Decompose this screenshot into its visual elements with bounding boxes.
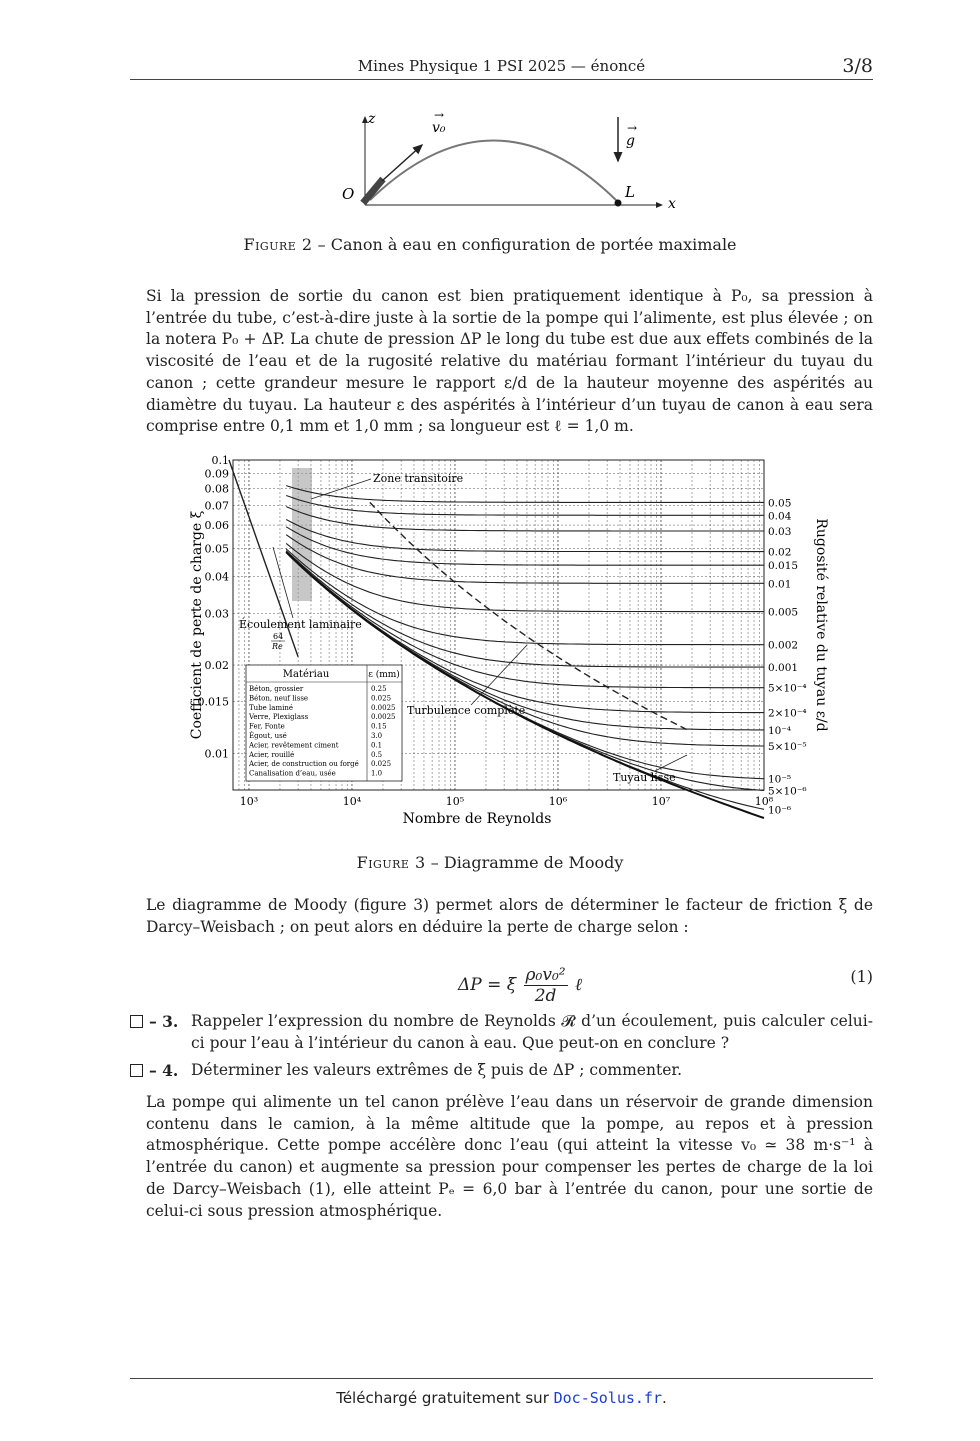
roughness-label: 0.001 <box>768 662 799 675</box>
roughness-label: 0.03 <box>768 525 792 538</box>
y-tick-label: 0.05 <box>204 542 229 556</box>
roughness-label: 0.05 <box>768 497 792 510</box>
page-footer <box>130 1378 873 1407</box>
table-material-cell: Acier, revêtement ciment <box>249 741 339 750</box>
roughness-curve <box>286 551 764 668</box>
equation-1 <box>0 955 980 1015</box>
landing-point <box>615 200 622 207</box>
y-tick-label: 0.01 <box>204 747 229 761</box>
y-tick-label: 0.03 <box>204 607 229 621</box>
x-tick-labels <box>240 795 774 808</box>
y-tick-label: 0.07 <box>204 499 229 513</box>
x-tick-label: 10⁷ <box>651 795 671 808</box>
y-tick-label: 0.09 <box>204 467 229 481</box>
v0-vector-mark: → <box>434 108 445 122</box>
paragraph-pressure-drop: Si la pression de sortie du canon est bien pratiquement identique à P₀, sa pression à l’entrée du tube, c’est-à-dire juste à la sortie de la pompe qui l’alimente, est plus élevée ; on la notera P₀ + ΔP. La chute de pression ΔP le long du tube est due aux effets combinés de la viscosité de l’eau et de la rugosité relative du matériau formant l’intérieur du tuyau du canon ; cette grandeur mesure le rapport ε/d de la hauteur moyenne des aspérités au diamètre du tuyau. La hauteur ε des aspérités à l’intérieur d’un tuyau de canon à eau sera comprise entre 0,1 mm et 1,0 mm ; sa longueur est ℓ = 1,0 m. <box>146 287 873 436</box>
table-epsilon-cell: 0.025 <box>371 694 392 703</box>
laminar-formula-den: Re <box>272 642 283 651</box>
figure-3-caption-label: Figure 3 <box>356 853 426 872</box>
table-epsilon-cell: 1.0 <box>371 769 383 778</box>
laminar-pointer <box>273 547 293 618</box>
roughness-labels <box>768 497 807 816</box>
table-material-cell: Acier, de construction ou forgé <box>249 760 359 769</box>
equation-body <box>458 965 582 1006</box>
right-axis-label: Rugosité relative du tuyau ε/d <box>813 518 829 732</box>
table-material-cell: Béton, grossier <box>249 685 304 693</box>
x-tick-label: 10⁴ <box>342 795 362 808</box>
roughness-curve <box>286 486 764 503</box>
figure-2-water-cannon <box>330 105 690 220</box>
figure-2-caption-text: – Canon à eau en configuration de portée maximale <box>312 235 737 254</box>
page-header <box>130 55 873 80</box>
question-3 <box>130 1011 873 1055</box>
figure-2-caption <box>0 235 980 254</box>
origin-label: O <box>342 185 355 203</box>
roughness-label: 10⁻⁶ <box>768 804 792 817</box>
eq-lhs: ΔP = ξ <box>458 975 517 995</box>
g-vector-mark: → <box>627 121 638 135</box>
x-axis-label: Nombre de Reynolds <box>402 811 552 827</box>
footer-link[interactable]: Doc-Solus.fr <box>553 1389 662 1407</box>
paragraph-pump: La pompe qui alimente un tel canon prélève l’eau dans un réservoir de grande dimension contenu dans le camion, à la même altitude que la pompe, au repos et à pression atmosphérique. Cette pompe accélère donc l’eau (qui atteint la vitesse v₀ ≃ 38 m·s⁻¹ à l’entrée du canon) et augmente sa pression pour compenser les pertes de charge de la loi de Darcy–Weisbach (1), elle atteint Pₑ = 6,0 bar à l’entrée du canon, pour une sortie de celui-ci sous pression atmosphérique. <box>146 1093 873 1220</box>
laminar-formula-num: 64 <box>273 632 284 641</box>
roughness-label: 5×10⁻⁴ <box>768 682 807 695</box>
table-epsilon-cell: 0.0025 <box>371 703 396 712</box>
turbulence-label: Turbulence complète <box>407 704 526 717</box>
question-3-number: – 3. <box>149 1012 179 1031</box>
table-epsilon-cell: 0.0025 <box>371 713 396 722</box>
table-material-cell: Tube laminé <box>249 703 293 712</box>
z-label: z <box>368 111 376 127</box>
x-label: x <box>668 196 676 212</box>
materials-table <box>246 665 402 781</box>
smooth-pipe-pointer <box>655 755 687 771</box>
roughness-curve <box>286 535 764 584</box>
x-tick-label: 10⁶ <box>548 795 568 808</box>
x-tick-label: 10³ <box>239 795 259 808</box>
transition-pointer <box>311 479 371 499</box>
roughness-curve <box>286 543 764 611</box>
table-epsilon-cell: 0.025 <box>371 760 392 769</box>
moody-chart <box>185 455 840 830</box>
smooth-pipe-label: Tuyau lisse <box>613 771 676 784</box>
page-number: 3/8 <box>842 55 873 77</box>
question-4 <box>130 1060 873 1082</box>
figure-3-caption <box>0 853 980 872</box>
y-axis-label: Coefficient de perte de charge ξ <box>189 510 205 740</box>
roughness-curve <box>286 527 764 565</box>
table-epsilon-cell: 3.0 <box>371 732 383 740</box>
equation-number: (1) <box>850 967 873 986</box>
roughness-label: 0.002 <box>768 639 799 652</box>
v0-label: v₀ <box>432 120 446 136</box>
y-tick-label: 0.02 <box>204 659 229 673</box>
question-3-text: Rappeler l’expression du nombre de Reynolds 𝓡 d’un écoulement, puis calculer celui-ci pour l’eau à l’intérieur du canon à eau. Que peut-on en conclure ? <box>191 1012 873 1052</box>
turbulence-pointer <box>471 645 527 705</box>
x-tick-label: 10⁸ <box>754 795 774 808</box>
roughness-label: 0.01 <box>768 578 792 591</box>
roughness-label: 5×10⁻⁵ <box>768 740 807 753</box>
figure-3-caption-text: – Diagramme de Moody <box>425 853 624 872</box>
x-tick-label: 10⁵ <box>445 795 465 808</box>
table-epsilon-cell: 0.5 <box>371 750 383 759</box>
eq-denominator: 2d <box>534 986 557 1006</box>
footer-text: Téléchargé gratuitement sur <box>336 1389 554 1407</box>
complete-turbulence-boundary <box>370 502 688 730</box>
laminar-label: Écoulement laminaire <box>239 618 362 631</box>
table-material-cell: Fer, Fonte <box>249 722 285 731</box>
eq-rhs: ℓ <box>575 975 583 995</box>
roughness-label: 2×10⁻⁴ <box>768 707 807 720</box>
table-material-cell: Acier, rouillé <box>249 750 295 759</box>
table-header-material: Matériau <box>282 669 330 680</box>
roughness-label: 10⁻⁵ <box>768 773 792 786</box>
trajectory <box>370 140 618 202</box>
header-title: Mines Physique 1 PSI 2025 — énoncé <box>357 57 646 75</box>
question-4-number: – 4. <box>149 1061 179 1080</box>
roughness-label: 0.005 <box>768 606 799 619</box>
y-tick-label: 0.08 <box>204 482 229 496</box>
roughness-label: 10⁻⁴ <box>768 724 792 737</box>
table-material-cell: Égout, usé <box>249 732 287 740</box>
roughness-label: 0.015 <box>768 560 799 573</box>
range-label: L <box>625 183 635 201</box>
footer-dot: . <box>662 1389 667 1407</box>
checkbox-icon <box>130 1064 143 1077</box>
y-tick-label: 0.015 <box>197 695 229 709</box>
table-epsilon-cell: 0.1 <box>371 741 383 750</box>
y-tick-label: 0.04 <box>204 570 229 584</box>
roughness-label: 5×10⁻⁶ <box>768 785 807 798</box>
transition-zone-label: Zone transitoire <box>373 472 464 485</box>
table-epsilon-cell: 0.15 <box>371 722 387 731</box>
g-label: g <box>626 133 635 149</box>
y-tick-label: 0.06 <box>204 519 229 533</box>
roughness-label: 0.02 <box>768 546 792 559</box>
table-material-cell: Béton, neuf lisse <box>249 694 309 703</box>
table-material-cell: Canalisation d’eau, usée <box>249 769 336 778</box>
roughness-label: 0.04 <box>768 510 792 523</box>
eq-numerator: ρ₀v₀² <box>525 965 566 985</box>
question-4-text: Déterminer les valeurs extrêmes de ξ puis de ΔP ; commenter. <box>191 1061 682 1079</box>
y-tick-label: 0.1 <box>211 455 229 467</box>
table-header-epsilon: ε (mm) <box>368 670 400 680</box>
checkbox-icon <box>130 1015 143 1028</box>
table-epsilon-cell: 0.25 <box>371 685 387 693</box>
figure-2-caption-label: Figure 2 <box>243 235 313 254</box>
roughness-curve <box>286 520 764 552</box>
table-material-cell: Verre, Plexiglass <box>249 713 309 722</box>
paragraph-moody: Le diagramme de Moody (figure 3) permet alors de déterminer le facteur de friction ξ de Darcy–Weisbach ; on peut alors en déduire la perte de charge selon : <box>146 896 873 936</box>
